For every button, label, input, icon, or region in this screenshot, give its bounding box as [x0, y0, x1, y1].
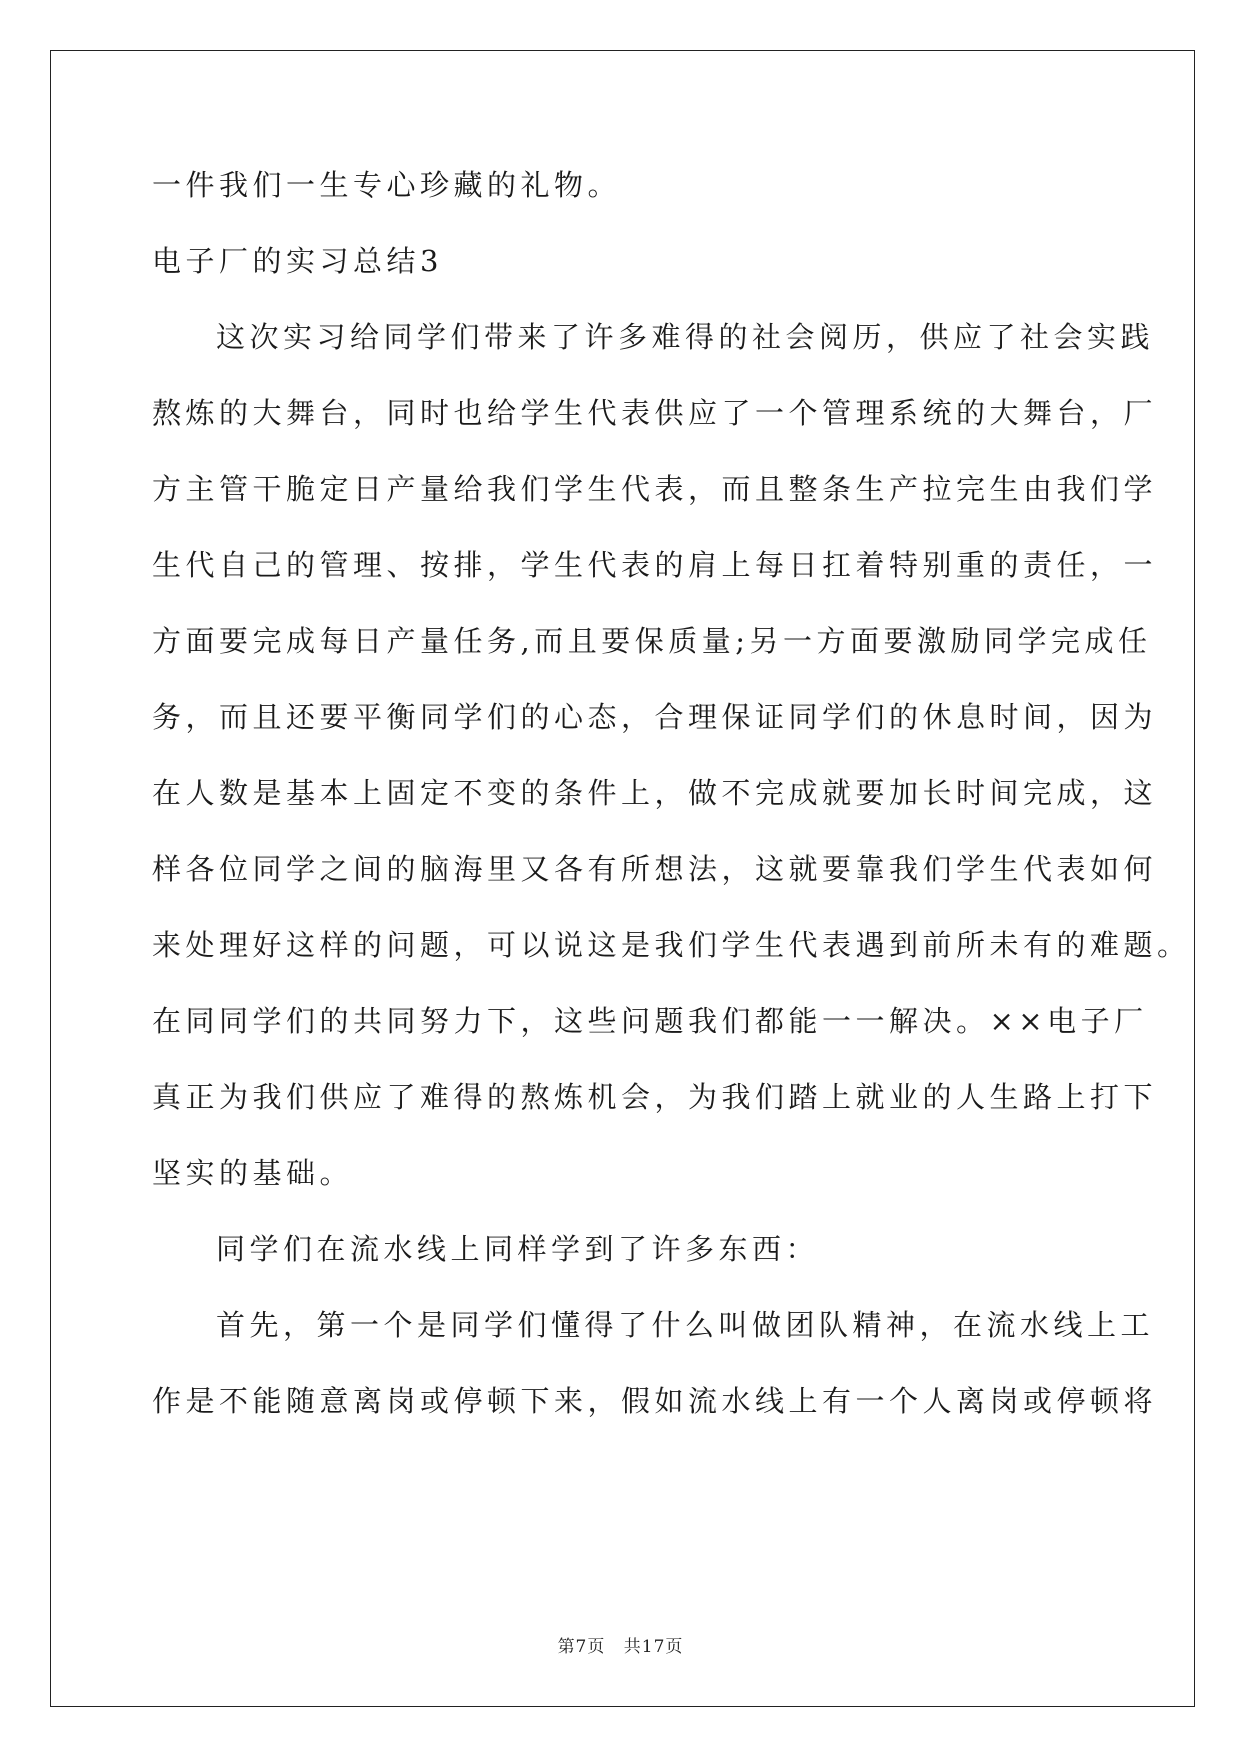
text-line: 一件我们一生专心珍藏的礼物。 — [152, 168, 622, 202]
paragraph-line: 坚实的基础。 — [152, 1156, 354, 1190]
paragraph-line: 这次实习给同学们带来了许多难得的社会阅历，供应了社会实践 — [216, 320, 1155, 354]
page-footer — [0, 1632, 1241, 1657]
paragraph-line: 生代自己的管理、按排，学生代表的肩上每日扛着特别重的责任，一 — [152, 548, 1158, 582]
paragraph-line: 方主管干脆定日产量给我们学生代表，而且整条生产拉完生由我们学 — [152, 472, 1158, 506]
paragraph-line: 熬炼的大舞台，同时也给学生代表供应了一个管理系统的大舞台，厂 — [152, 396, 1158, 430]
paragraph-line: 样各位同学之间的脑海里又各有所想法，这就要靠我们学生代表如何 — [152, 852, 1158, 886]
paragraph-line: 首先，第一个是同学们懂得了什么叫做团队精神，在流水线上工 — [216, 1308, 1155, 1342]
page-total: 共17页 — [623, 1637, 684, 1657]
paragraph-line: 务，而且还要平衡同学们的心态，合理保证同学们的休息时间，因为 — [152, 700, 1158, 734]
section-heading: 电子厂的实习总结3 — [152, 244, 443, 278]
page-number: 第7页 — [557, 1637, 606, 1657]
paragraph-line: 作是不能随意离岗或停顿下来，假如流水线上有一个人离岗或停顿将 — [152, 1384, 1158, 1418]
paragraph-line: 同学们在流水线上同样学到了许多东西： — [216, 1232, 820, 1266]
paragraph-line: 在同同学们的共同努力下，这些问题我们都能一一解决。××电子厂 — [152, 1004, 1148, 1038]
paragraph-line: 来处理好这样的问题，可以说这是我们学生代表遇到前所未有的难题。 — [152, 928, 1191, 962]
paragraph-line: 方面要完成每日产量任务,而且要保质量;另一方面要激励同学完成任 — [152, 624, 1152, 658]
paragraph-line: 真正为我们供应了难得的熬炼机会，为我们踏上就业的人生路上打下 — [152, 1080, 1158, 1114]
paragraph-line: 在人数是基本上固定不变的条件上，做不完成就要加长时间完成，这 — [152, 776, 1158, 810]
